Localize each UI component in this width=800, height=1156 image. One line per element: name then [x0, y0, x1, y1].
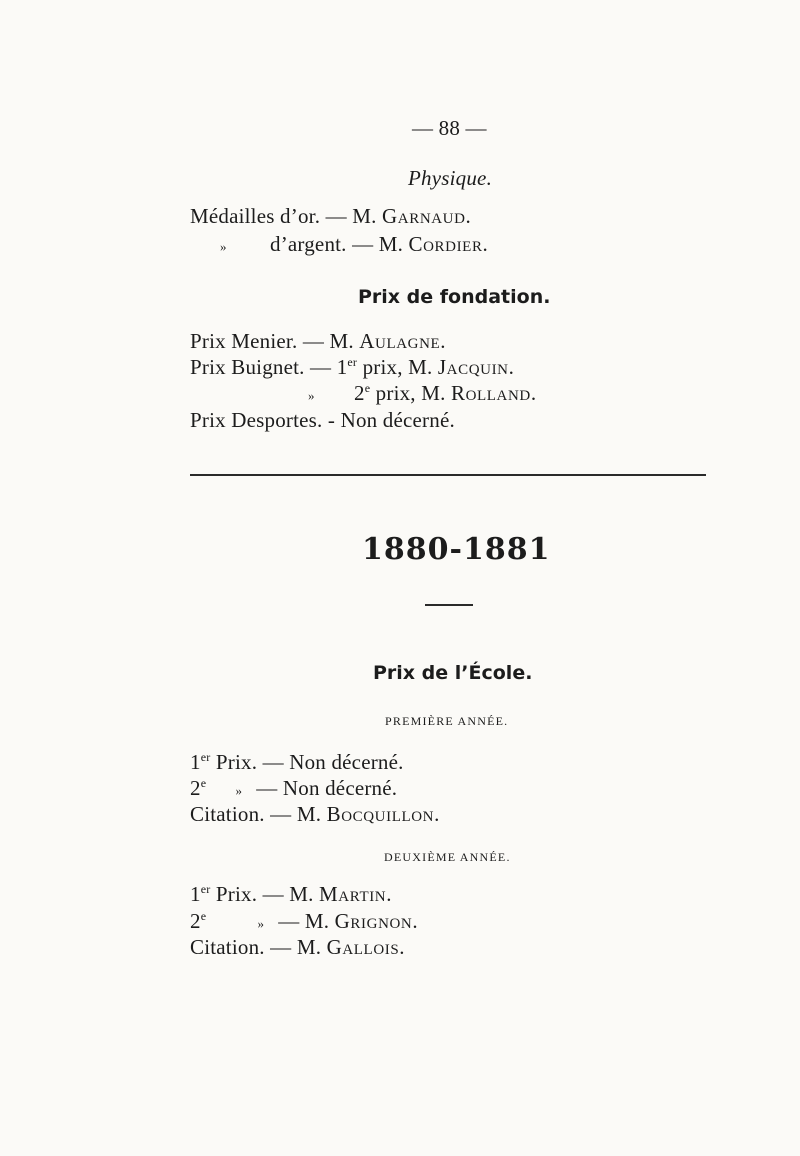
deuxieme-row-second [190, 909, 418, 934]
ditto-mark: » [235, 783, 243, 798]
superscript: er [200, 882, 211, 896]
row-label: 2 [354, 381, 365, 405]
person-name: Cordier. [408, 232, 489, 256]
deuxieme-row-first [190, 882, 392, 907]
fondation-row-buignet [190, 355, 514, 380]
section-heading-fondation: Prix de fondation. [358, 286, 551, 308]
short-divider [425, 604, 473, 606]
row-label: Prix. — Non décerné. [210, 750, 404, 774]
row-label: Citation. — M. [190, 802, 327, 826]
person-name: Bocquillon. [326, 802, 440, 826]
subheading-premiere-annee: PREMIÈRE ANNÉE. [385, 714, 509, 728]
row-label: Prix. — M. [210, 882, 320, 906]
row-label: d’argent. — M. [270, 232, 409, 256]
row-rest: prix, M. [357, 355, 438, 379]
superscript: e [200, 776, 207, 790]
row-number: 1 [190, 750, 201, 774]
person-name: Martin. [319, 882, 393, 906]
superscript: e [200, 909, 207, 923]
subheading-deuxieme-annee: DEUXIÈME ANNÉE. [384, 850, 511, 864]
person-name: Rolland. [450, 381, 537, 405]
page-number: — 88 — [412, 116, 487, 140]
row-label: Citation. — M. [190, 935, 327, 959]
superscript: er [200, 750, 211, 764]
fondation-row-menier [190, 329, 446, 354]
ditto-mark: » [308, 388, 315, 403]
row-label: Médailles d’or. — M. [190, 204, 383, 228]
premiere-row-first [190, 750, 404, 775]
premiere-row-citation [190, 802, 440, 827]
person-name: Aulagne. [359, 329, 447, 353]
fondation-row-second-prize [308, 381, 537, 406]
row-label: Prix Buignet. — 1 [190, 355, 348, 379]
row-label: — M. [278, 909, 335, 933]
ditto-mark: » [220, 239, 227, 254]
row-number: 1 [190, 882, 201, 906]
physique-row-silver [220, 232, 488, 257]
fondation-row-desportes [190, 408, 455, 433]
year-heading: 1880-1881 [362, 532, 551, 567]
premiere-row-second [190, 776, 397, 801]
row-number: 2 [190, 909, 201, 933]
person-name: Jacquin. [437, 355, 515, 379]
person-name: Garnaud. [382, 204, 472, 228]
row-number: 2 [190, 776, 201, 800]
superscript: er [347, 355, 358, 369]
row-label: Prix Menier. — M. [190, 329, 360, 353]
physique-row-gold [190, 204, 471, 229]
ditto-mark: » [257, 916, 265, 931]
section-divider [190, 474, 706, 476]
row-rest: prix, M. [370, 381, 451, 405]
row-label: Prix Desportes. - Non décerné. [190, 408, 455, 432]
deuxieme-row-citation [190, 935, 405, 960]
person-name: Grignon. [334, 909, 419, 933]
person-name: Gallois. [326, 935, 406, 959]
superscript: e [364, 381, 371, 395]
row-label: — Non décerné. [256, 776, 398, 800]
section-heading-physique: Physique. [408, 166, 493, 190]
section-heading-ecole: Prix de l’École. [373, 662, 533, 684]
